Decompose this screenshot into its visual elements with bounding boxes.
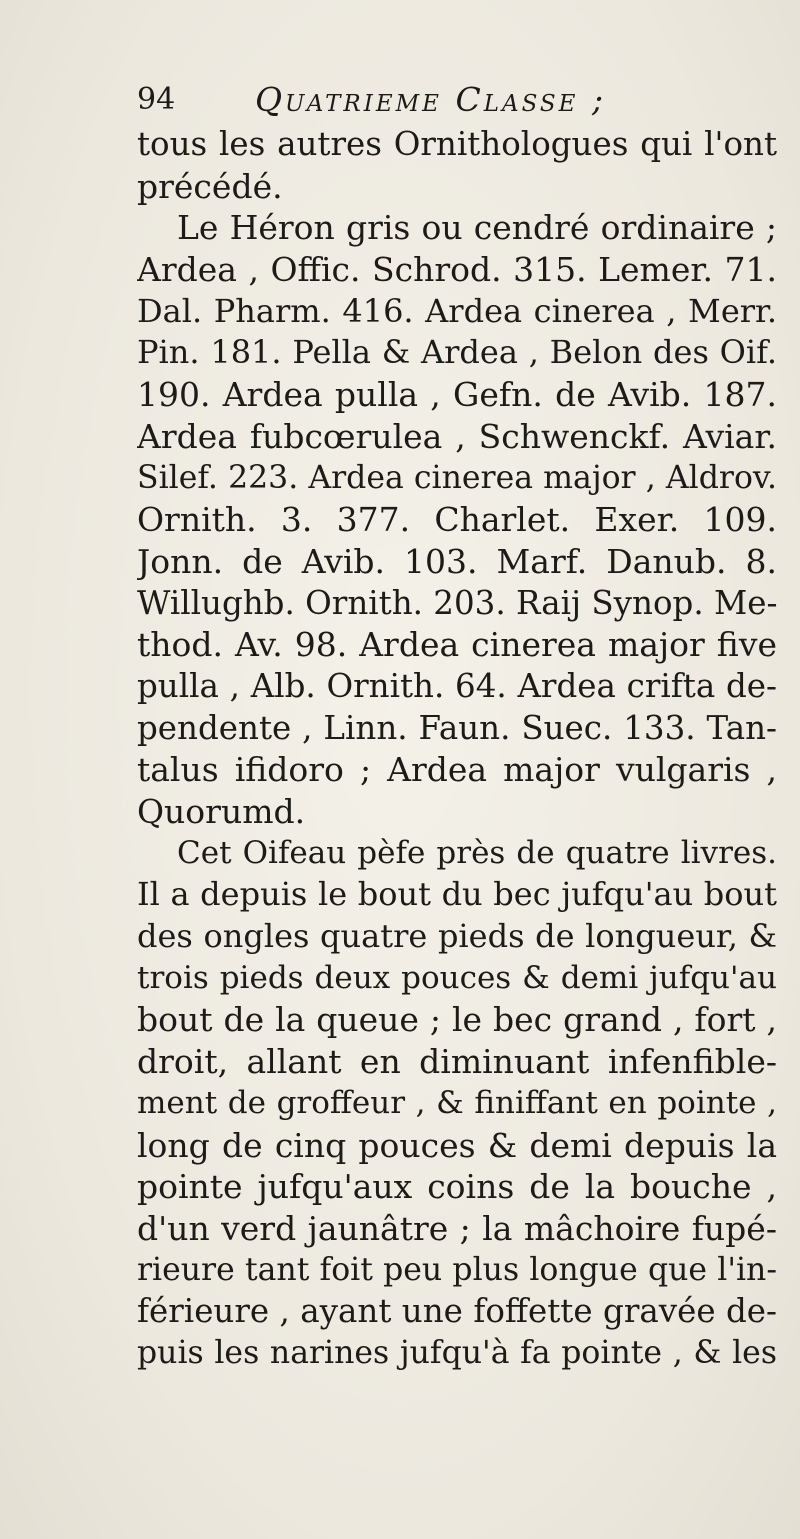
text-line: précédé. (137, 166, 283, 206)
text-line: long de cinq pouces & demi depuis la (137, 1125, 777, 1165)
text-line: Silef. 223. Ardea cinerea major , Aldrov. (137, 459, 777, 496)
text-line: tous les autres Ornithologues qui l'ont (137, 125, 777, 163)
body-text (137, 124, 777, 1375)
text-line: férieure , ayant une foffette gravée de- (137, 1292, 777, 1331)
text-line: Willughb. Ornith. 203. Raij Synop. Me- (137, 583, 777, 622)
text-line: Pin. 181. Pella & Ardea , Belon des Oif. (137, 333, 777, 372)
text-line: 190. Ardea pulla , Gefn. de Avib. 187. (137, 375, 777, 415)
text-line: d'un verd jaunâtre ; la mâchoire fupé- (137, 1208, 777, 1248)
text-line: Ardea , Offic. Schrod. 315. Lemer. 71. (137, 250, 777, 290)
text-line: pointe jufqu'aux coins de la bouche , (137, 1167, 777, 1207)
running-head: Quatrieme Classe ; (255, 80, 607, 119)
text-line: des ongles quatre pieds de longueur, & (137, 917, 777, 956)
text-line: thod. Av. 98. Ardea cinerea major five (137, 625, 777, 665)
text-line: talus ifidoro ; Ardea major vulgaris , (137, 750, 777, 790)
text-line: Jonn. de Avib. 103. Marf. Danub. 8. (137, 541, 777, 581)
text-line: puis les narines jufqu'à fa pointe , & les (137, 1334, 777, 1371)
text-line: droit, allant en diminuant infenfible- (137, 1042, 777, 1082)
text-line: Ornith. 3. 377. Charlet. Exer. 109. (137, 500, 777, 540)
text-line: ment de groffeur , & finiffant en pointe , (137, 1084, 777, 1121)
text-line: Quorumd. (137, 792, 306, 831)
text-line: rieure tant foit peu plus longue que l'in- (137, 1251, 777, 1288)
text-line: Dal. Pharm. 416. Ardea cinerea , Merr. (137, 291, 777, 330)
text-line: bout de la queue ; le bec grand , fort , (137, 1000, 777, 1040)
text-line: trois pieds deux pouces & demi jufqu'au (137, 959, 777, 996)
text-line: Le Héron gris ou cendré ordinaire ; (177, 208, 777, 248)
page-header (137, 78, 697, 122)
text-line: Ardea fubcœrulea , Schwenckf. Aviar. (137, 416, 777, 456)
page-number: 94 (137, 82, 176, 117)
text-line: Il a depuis le bout du bec jufqu'au bout (137, 875, 777, 914)
text-line: pendente , Linn. Faun. Suec. 133. Tan- (137, 708, 777, 747)
text-line: Cet Oifeau pèfe près de quatre livres. (177, 834, 777, 871)
text-line: pulla , Alb. Ornith. 64. Ardea crifta de- (137, 666, 777, 705)
